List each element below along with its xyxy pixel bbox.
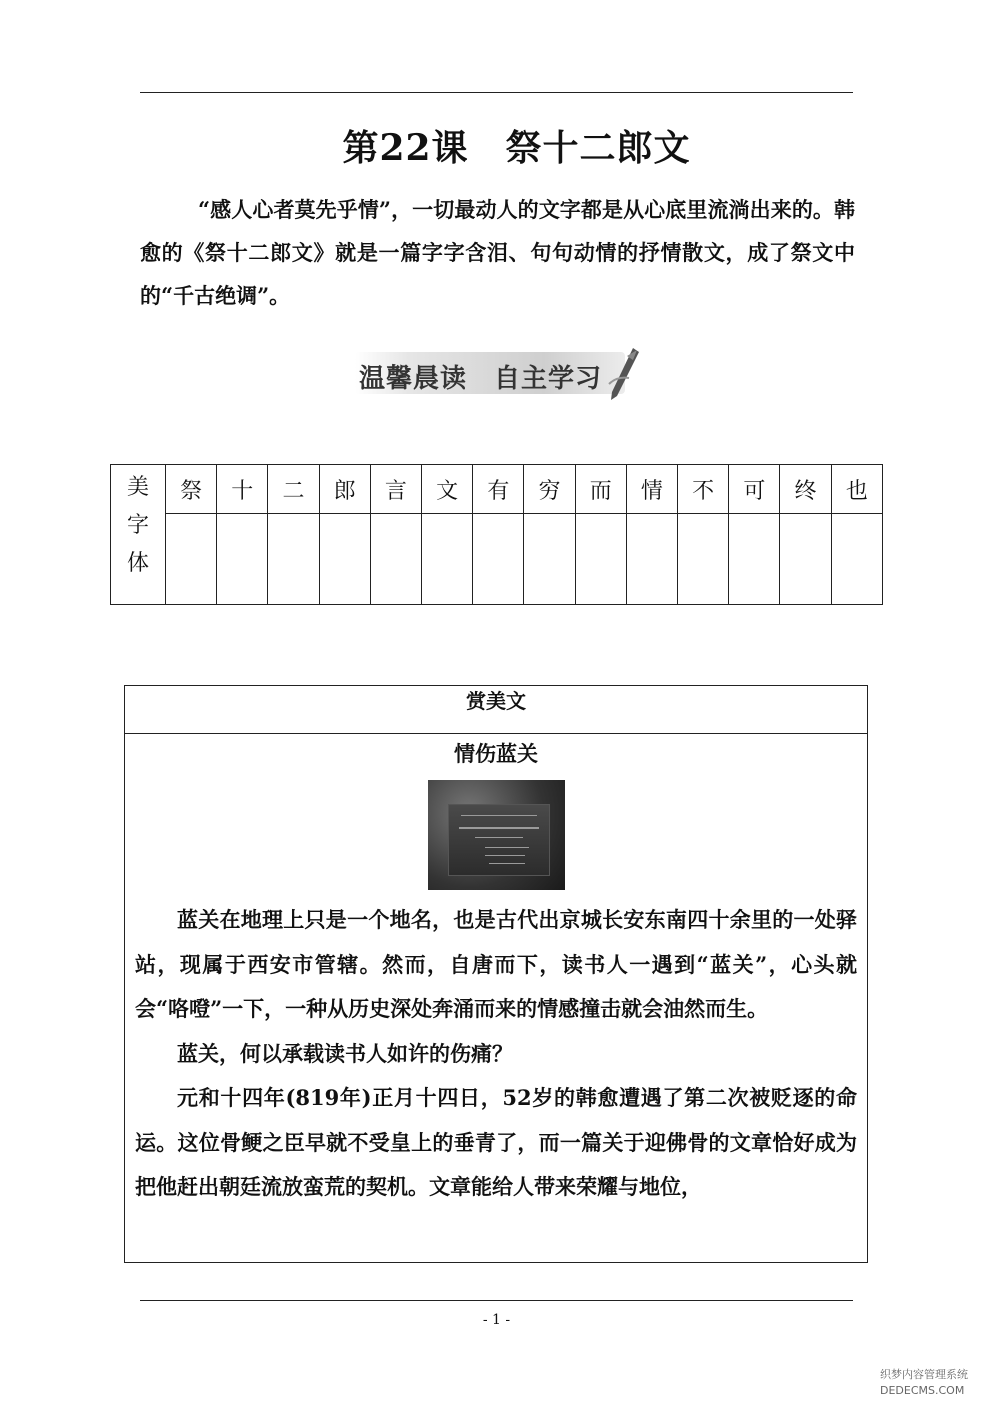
reading-box [124,685,868,1263]
header-char: 体 [126,551,149,576]
stone-stele-photo [428,780,565,890]
char-cell: 言 [370,465,421,514]
practice-cell[interactable] [370,514,421,605]
practice-cell[interactable] [678,514,729,605]
practice-cell[interactable] [319,514,370,605]
char-cell: 终 [780,465,831,514]
intro-paragraph: “感人心者莫先乎情”，一切最动人的文字都是从心底里流淌出来的。韩愈的《祭十二郎文》就是一篇字字含泪、句句动情的抒情散文，成了祭文中的“千古绝调”。 [140,197,855,308]
practice-cell[interactable] [217,514,268,605]
page-number: - 1 - [482,1312,511,1328]
practice-cell[interactable] [575,514,626,605]
practice-cell[interactable] [524,514,575,605]
article-body [125,890,867,1210]
char-cell: 可 [729,465,780,514]
char-cell: 穷 [524,465,575,514]
practice-cell[interactable] [780,514,831,605]
page-title: 第22课 祭十二郎文 [342,127,691,169]
char-cell: 有 [473,465,524,514]
article-paragraph: 蓝关在地理上只是一个地名，也是古代出京城长安东南四十余里的一处驿站，现属于西安市管辖。然而，自唐而下，读书人一遇到“蓝关”，心头就会“咯噔”一下，一种从历史深处奔涌而来的情感撞击就会油然而生。 [135,907,857,1021]
watermark-line: DEDECMS.COM [880,1384,965,1397]
practice-cell[interactable] [473,514,524,605]
header-char: 美 [126,475,149,500]
char-cell: 情 [626,465,677,514]
character-practice-table [110,464,883,605]
char-cell: 文 [422,465,473,514]
practice-cell[interactable] [166,514,217,605]
practice-cell[interactable] [729,514,780,605]
stele-stone [448,804,550,876]
practice-cell[interactable] [831,514,882,605]
top-rule [140,92,853,93]
char-cell: 郎 [319,465,370,514]
bottom-rule [140,1300,853,1301]
char-cell: 二 [268,465,319,514]
practice-cell[interactable] [422,514,473,605]
article-title: 情伤蓝关 [454,742,538,766]
banner-label: 温馨晨读 自主学习 [359,364,603,394]
section-banner [355,346,645,402]
watermark-line: 织梦内容管理系统 [880,1368,968,1381]
char-cell: 不 [678,465,729,514]
practice-cell[interactable] [268,514,319,605]
article-paragraph: 蓝关，何以承载读书人如许的伤痛？ [177,1040,513,1066]
article-paragraph: 元和十四年(819年)正月十四日，52岁的韩愈遭遇了第二次被贬逐的命运。这位骨鲠之臣早就不受皇上的垂青了，而一篇关于迎佛骨的文章恰好成为把他赶出朝廷流放蛮荒的契机。文章能给人带来荣耀与地位， [135,1085,857,1199]
char-cell: 也 [831,465,882,514]
reading-box-header: 赏美文 [125,686,867,734]
practice-cell[interactable] [626,514,677,605]
brush-icon [603,346,643,402]
char-cell: 祭 [166,465,217,514]
header-char: 字 [126,513,149,538]
table-header-cell [111,465,166,605]
char-cell: 而 [575,465,626,514]
char-cell: 十 [217,465,268,514]
watermark [880,1367,990,1399]
